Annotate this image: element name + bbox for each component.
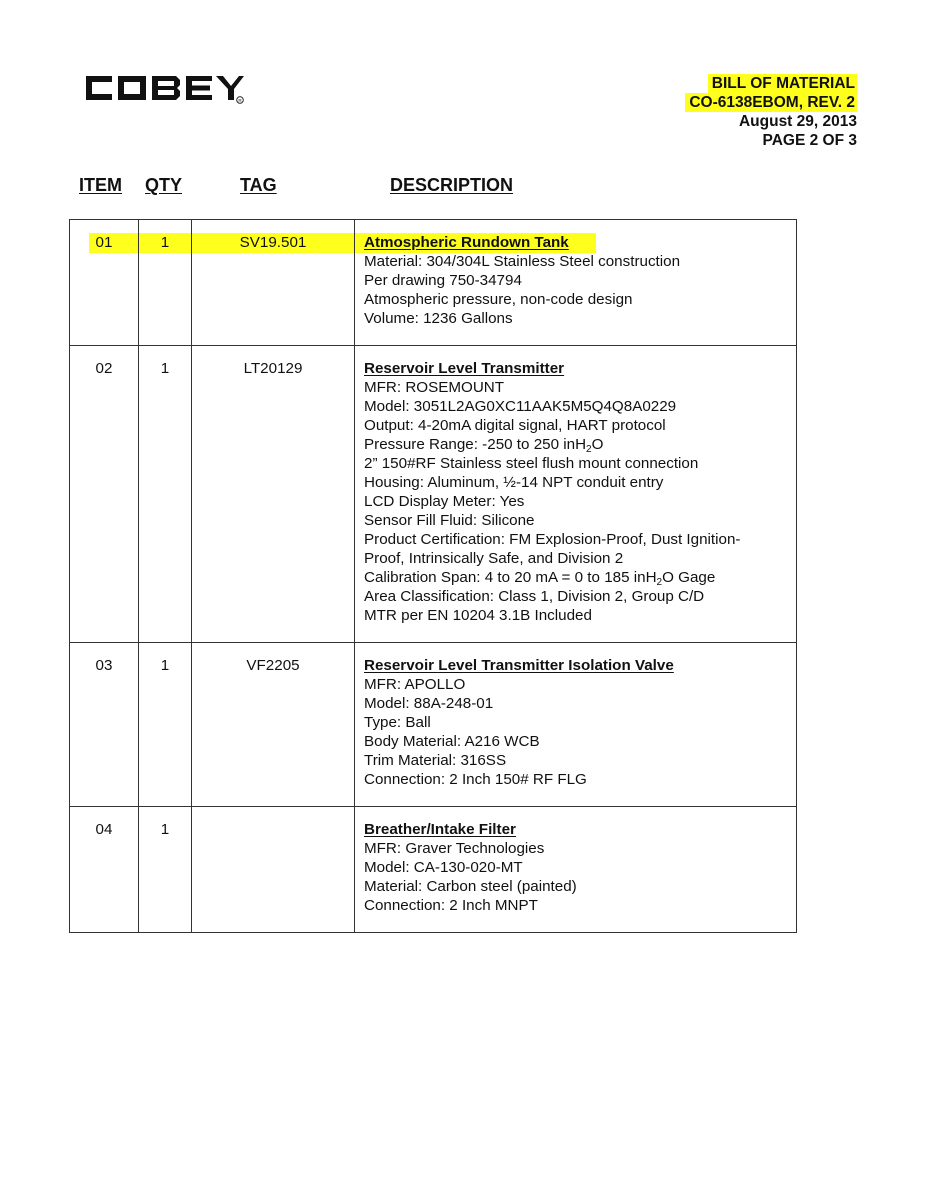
desc-line: 2” 150#RF Stainless steel flush mount connection: [364, 455, 699, 472]
document-header: [685, 74, 857, 150]
desc-line: Per drawing 750-34794: [364, 272, 522, 289]
desc-line: Proof, Intrinsically Safe, and Division 2: [364, 550, 624, 567]
table-row: [70, 643, 797, 807]
bom-title: BILL OF MATERIAL: [708, 74, 857, 93]
desc-line: MFR: ROSEMOUNT: [364, 379, 505, 396]
desc-line: Trim Material: 316SS: [364, 752, 507, 769]
item-title: Breather/Intake Filter: [364, 821, 516, 838]
cobey-logo-mark: [84, 70, 244, 106]
table-row: [70, 346, 797, 643]
doc-date: August 29, 2013: [738, 113, 857, 130]
item-number: 04: [95, 821, 113, 838]
desc-line: Volume: 1236 Gallons: [364, 310, 513, 327]
desc-line: MTR per EN 10204 3.1B Included: [364, 607, 592, 624]
desc-line: Model: 3051L2AG0XC11AAK5M5Q4Q8A0229: [364, 398, 677, 415]
desc-line: Body Material: A216 WCB: [364, 733, 540, 750]
desc-line: Output: 4-20mA digital signal, HART protocol: [364, 417, 666, 434]
item-tag: VF2205: [246, 657, 300, 674]
item-number: 01: [95, 234, 113, 251]
item-qty: 1: [160, 234, 170, 251]
item-title: Reservoir Level Transmitter Isolation Valve: [364, 657, 674, 674]
item-tag: LT20129: [243, 360, 303, 377]
desc-line: Sensor Fill Fluid: Silicone: [364, 512, 535, 529]
doc-number: CO-6138EBOM, REV. 2: [685, 93, 857, 112]
cobey-logo: [84, 70, 244, 106]
item-qty: 1: [160, 657, 170, 674]
heading-qty: QTY: [145, 175, 183, 195]
column-headings: [0, 175, 927, 199]
item-tag: [192, 807, 354, 820]
heading-item: ITEM: [79, 175, 122, 195]
heading-tag: TAG: [240, 175, 277, 195]
desc-line: Pressure Range: -250 to 250 inH$_2$O: [364, 436, 604, 455]
desc-line: Product Certification: FM Explosion-Proof, Dust Ignition-: [364, 531, 741, 548]
desc-line: Atmospheric pressure, non-code design: [364, 291, 633, 308]
heading-description: DESCRIPTION: [390, 175, 514, 195]
desc-line: Type: Ball: [364, 714, 431, 731]
svg-text:R: R: [238, 97, 242, 103]
table-row: [70, 807, 797, 933]
desc-line: Material: 304/304L Stainless Steel construction: [364, 253, 681, 270]
desc-line: Material: Carbon steel (painted): [364, 878, 577, 895]
item-title: Reservoir Level Transmitter: [364, 360, 565, 377]
desc-line: Connection: 2 Inch MNPT: [364, 897, 538, 914]
desc-line: MFR: APOLLO: [364, 676, 466, 693]
bom-table: [69, 219, 797, 933]
desc-line: Calibration Span: 4 to 20 mA = 0 to 185 inH$_2$O Gage: [364, 569, 716, 588]
desc-line: LCD Display Meter: Yes: [364, 493, 525, 510]
desc-line: Area Classification: Class 1, Division 2, Group C/D: [364, 588, 705, 605]
page-number: PAGE 2 OF 3: [762, 132, 857, 149]
item-qty: 1: [160, 821, 170, 838]
item-number: 02: [95, 360, 113, 377]
desc-line: Model: 88A-248-01: [364, 695, 494, 712]
item-qty: 1: [160, 360, 170, 377]
desc-line: MFR: Graver Technologies: [364, 840, 545, 857]
item-number: 03: [95, 657, 113, 674]
desc-line: Housing: Aluminum, ½-14 NPT conduit entry: [364, 474, 664, 491]
table-row: [70, 220, 797, 346]
item-tag: SV19.501: [239, 234, 307, 251]
item-title: Atmospheric Rundown Tank: [364, 234, 569, 251]
desc-line: Connection: 2 Inch 150# RF FLG: [364, 771, 587, 788]
desc-line: Model: CA-130-020-MT: [364, 859, 523, 876]
